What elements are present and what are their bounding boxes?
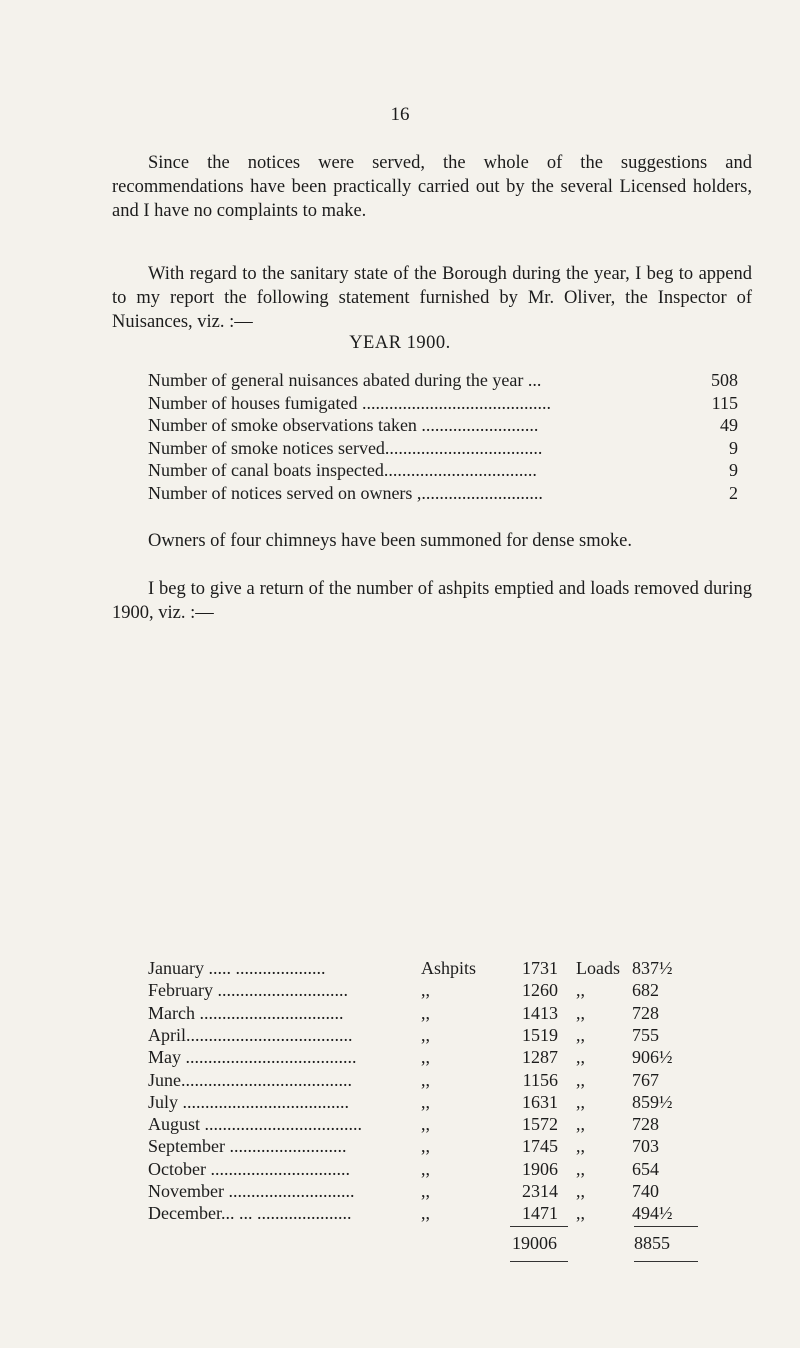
statistic-label: Number of smoke notices served................................... — [148, 437, 543, 458]
loads-label: ,, — [576, 1047, 585, 1068]
ashpits-count: 1287 — [522, 1047, 558, 1068]
paragraph-chimneys: Owners of four chimneys have been summoned for dense smoke. — [148, 531, 632, 551]
statistic-row — [148, 458, 738, 482]
ashpits-count: 1260 — [522, 980, 558, 1001]
ashpit-row — [148, 1179, 768, 1203]
ashpit-row — [148, 1090, 768, 1114]
statistic-label: Number of houses fumigated .......................................... — [148, 392, 551, 413]
loads-count: 906½ — [632, 1047, 673, 1068]
ashpit-row — [148, 978, 768, 1002]
loads-count: 682 — [632, 980, 659, 1001]
loads-count: 654 — [632, 1158, 659, 1179]
paragraph-ashpits-return: I beg to give a return of the number of ashpits emptied and loads removed during 1900, viz. :— — [112, 579, 752, 623]
statistic-label: Number of smoke observations taken .......................... — [148, 415, 539, 435]
ashpit-row — [148, 1001, 768, 1025]
ashpits-total-rule-top — [510, 1226, 568, 1227]
statistic-value: 115 — [711, 392, 738, 413]
month-label: May ...................................... — [148, 1047, 357, 1068]
month-label: September .......................... — [148, 1136, 347, 1157]
statistic-row — [148, 391, 738, 415]
ashpit-row — [148, 1112, 768, 1136]
ashpit-row — [148, 1023, 768, 1047]
loads-label: ,, — [576, 980, 585, 1001]
ashpits-count: 1572 — [522, 1114, 558, 1135]
loads-label: ,, — [576, 1069, 585, 1090]
ashpits-count: 1413 — [522, 1002, 558, 1023]
statistic-row — [148, 368, 738, 392]
loads-total-rule-bottom — [634, 1261, 698, 1262]
month-label: October ............................... — [148, 1158, 350, 1179]
loads-count: 755 — [632, 1024, 659, 1045]
loads-label: ,, — [576, 1136, 585, 1157]
ashpit-row — [148, 1045, 768, 1069]
loads-label: ,, — [576, 1158, 585, 1179]
loads-label: ,, — [576, 1203, 585, 1224]
month-label: July ..................................... — [148, 1091, 350, 1112]
ashpits-count: 2314 — [522, 1181, 558, 1201]
loads-label: Loads — [576, 958, 620, 978]
ashpits-label: ,, — [421, 1114, 430, 1135]
paragraph-notices-served: Since the notices were served, the whole of the suggestions and recommendations have been practically carried out by the several Licensed holders, and I have no complaints to make. — [112, 153, 752, 221]
loads-count: 767 — [632, 1069, 659, 1090]
ashpits-label: ,, — [421, 1047, 430, 1068]
statistic-row — [148, 413, 738, 437]
loads-count: 703 — [632, 1136, 659, 1157]
month-label: April..................................... — [148, 1024, 353, 1045]
loads-label: ,, — [576, 1114, 585, 1135]
statistic-value: 9 — [729, 437, 738, 458]
ashpits-label: ,, — [421, 1181, 430, 1201]
month-label: March ................................ — [148, 1002, 344, 1023]
statistic-value: 49 — [720, 415, 738, 435]
ashpits-label: ,, — [421, 1091, 430, 1112]
statistic-label: Number of notices served on owners ,........................... — [148, 482, 543, 503]
ashpits-total: 19006 — [512, 1233, 557, 1253]
statistic-value: 2 — [729, 482, 738, 503]
ashpits-label: ,, — [421, 1069, 430, 1090]
month-label: December... ... ..................... — [148, 1203, 352, 1224]
statistic-row — [148, 481, 738, 505]
ashpits-label: ,, — [421, 1158, 430, 1179]
ashpit-row — [148, 956, 768, 980]
ashpits-count: 1731 — [522, 958, 558, 978]
ashpits-label: ,, — [421, 1203, 430, 1224]
ashpits-label: ,, — [421, 1002, 430, 1023]
ashpit-row — [148, 1157, 768, 1181]
statistic-row — [148, 436, 738, 460]
ashpits-count: 1631 — [522, 1091, 558, 1112]
loads-total-rule-top — [634, 1226, 698, 1227]
year-heading: YEAR 1900. — [349, 333, 451, 353]
ashpit-row — [148, 1134, 768, 1158]
ashpits-label: ,, — [421, 980, 430, 1001]
ashpits-label: ,, — [421, 1024, 430, 1045]
ashpits-count: 1519 — [522, 1024, 558, 1045]
month-label: February ............................. — [148, 980, 348, 1001]
statistic-label: Number of canal boats inspected.................................. — [148, 460, 537, 480]
statistic-label: Number of general nuisances abated during the year ... — [148, 370, 542, 390]
month-label: November ............................ — [148, 1181, 355, 1201]
loads-count: 494½ — [632, 1203, 673, 1224]
ashpits-count: 1156 — [522, 1069, 558, 1090]
paragraph-sanitary-state: With regard to the sanitary state of the Borough during the year, I beg to append to my report the following statement furnished by Mr. Oliver, the Inspector of Nuisances, viz. :— — [112, 264, 752, 332]
loads-count: 859½ — [632, 1091, 673, 1112]
ashpits-count: 1745 — [522, 1136, 558, 1157]
loads-label: ,, — [576, 1091, 585, 1112]
loads-count: 728 — [632, 1114, 659, 1135]
loads-label: ,, — [576, 1002, 585, 1023]
ashpit-row — [148, 1201, 768, 1225]
statistic-value: 508 — [711, 370, 738, 390]
ashpit-row — [148, 1068, 768, 1092]
statistic-value: 9 — [729, 460, 738, 480]
loads-count: 740 — [632, 1181, 659, 1201]
loads-label: ,, — [576, 1181, 585, 1201]
ashpits-count: 1471 — [522, 1203, 558, 1224]
loads-count: 728 — [632, 1002, 659, 1023]
page-number: 16 — [390, 104, 410, 125]
ashpits-label: ,, — [421, 1136, 430, 1157]
month-label: January ..... .................... — [148, 958, 326, 978]
loads-count: 837½ — [632, 958, 673, 978]
month-label: August ................................... — [148, 1114, 363, 1135]
ashpits-count: 1906 — [522, 1158, 558, 1179]
ashpits-total-rule-bottom — [510, 1261, 568, 1262]
loads-label: ,, — [576, 1024, 585, 1045]
ashpits-label: Ashpits — [421, 958, 477, 978]
loads-total: 8855 — [634, 1233, 670, 1253]
month-label: June...................................... — [148, 1069, 352, 1090]
